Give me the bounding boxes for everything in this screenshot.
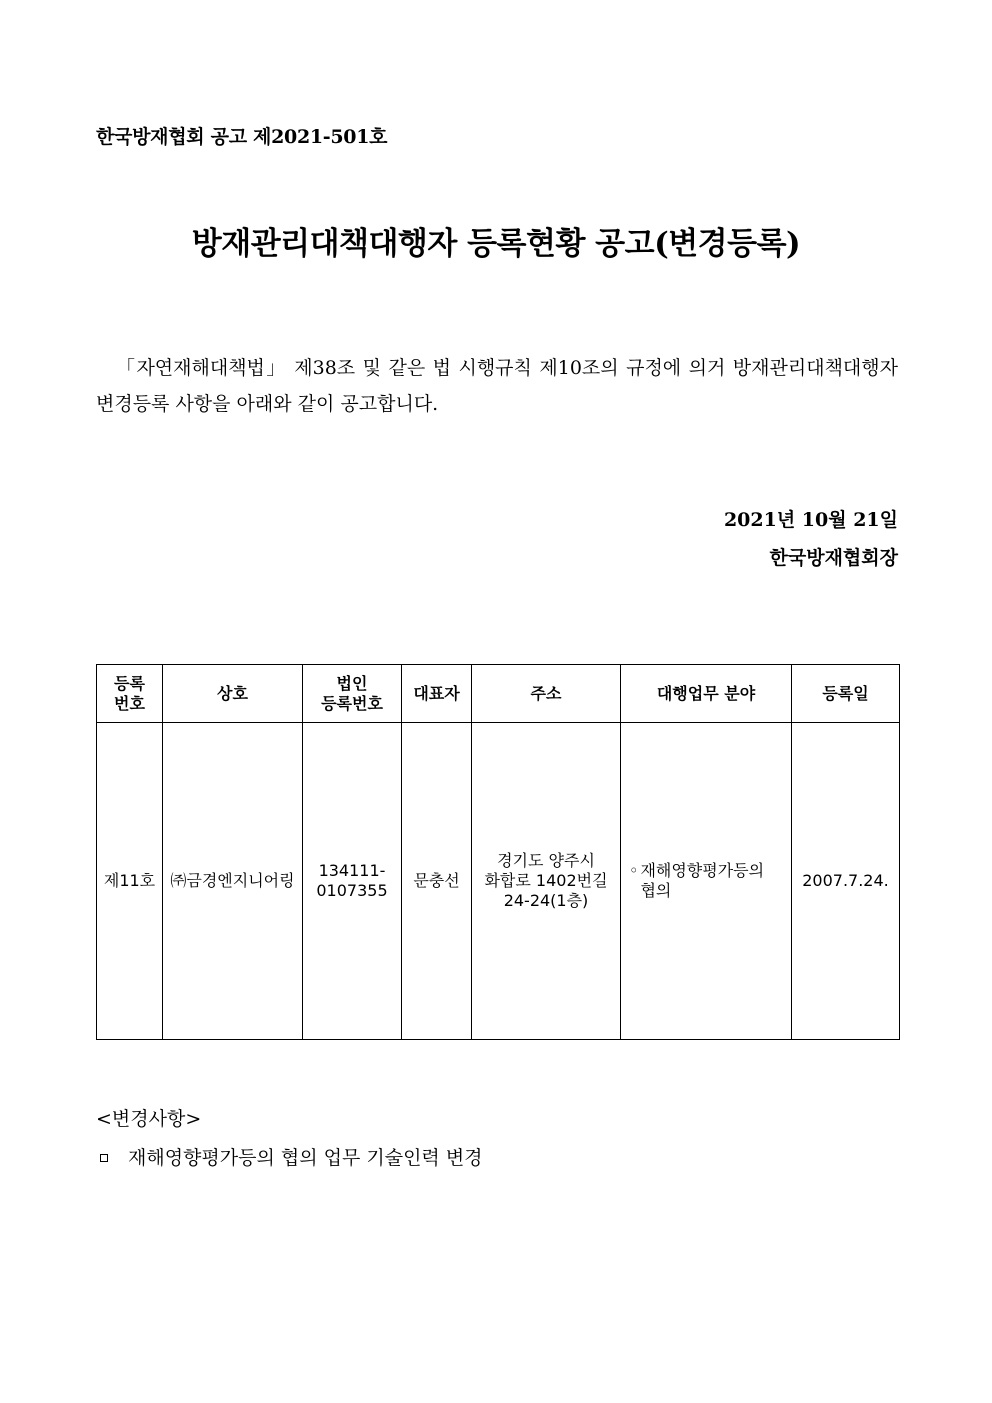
header-corp-no-line1: 법인	[336, 673, 368, 693]
header-reg-no	[97, 665, 163, 723]
change-item-text: 재해영향평가등의 협의 업무 기술인력 변경	[128, 1147, 483, 1169]
header-reg-no-line1: 등록	[114, 673, 145, 693]
header-reg-date: 등록일	[792, 665, 900, 723]
cell-address	[472, 723, 621, 1040]
header-address: 주소	[472, 665, 621, 723]
square-bullet-icon	[100, 1154, 108, 1162]
header-company: 상호	[163, 665, 303, 723]
table-row	[97, 723, 900, 1040]
registry-table	[96, 664, 900, 1040]
cell-business-field-line1: 재해영향평가등의	[640, 861, 765, 880]
notice-signer: 한국방재협회장	[769, 547, 898, 569]
notice-body: 「자연재해대책법」 제38조 및 같은 법 시행규칙 제10조의 규정에 의거 방재관리대책대행자 변경등록 사항을 아래와 같이 공고합니다.	[96, 357, 898, 415]
header-business-field: 대행업무 분야	[621, 665, 792, 723]
cell-business-field	[621, 723, 792, 1040]
cell-corp-no-line2: 0107355	[316, 881, 388, 900]
table-header-row	[97, 665, 900, 723]
cell-address-line1: 경기도 양주시	[497, 851, 595, 870]
header-corp-no	[303, 665, 402, 723]
circle-bullet-icon: ◦	[629, 861, 639, 880]
cell-company: ㈜금경엔지니어링	[163, 723, 303, 1040]
header-reg-no-line2: 번호	[114, 693, 145, 713]
cell-address-line3: 24-24(1층)	[503, 891, 589, 910]
header-representative: 대표자	[402, 665, 472, 723]
change-list-item	[100, 1143, 483, 1170]
cell-reg-no: 제11호	[97, 723, 163, 1040]
cell-corp-no-line1: 134111-	[318, 861, 386, 880]
cell-business-field-line2: 협의	[640, 881, 672, 900]
notice-number: 한국방재협회 공고 제2021-501호	[96, 126, 388, 148]
document-title: 방재관리대책대행자 등록현황 공고(변경등록)	[191, 226, 801, 262]
changes-heading: <변경사항>	[96, 1108, 202, 1130]
cell-representative: 문충선	[402, 723, 472, 1040]
notice-date: 2021년 10월 21일	[723, 509, 898, 531]
cell-address-line2: 화합로 1402번길	[484, 871, 608, 890]
cell-reg-date: 2007.7.24.	[792, 723, 900, 1040]
cell-corp-no	[303, 723, 402, 1040]
header-corp-no-line2: 등록번호	[321, 693, 383, 713]
